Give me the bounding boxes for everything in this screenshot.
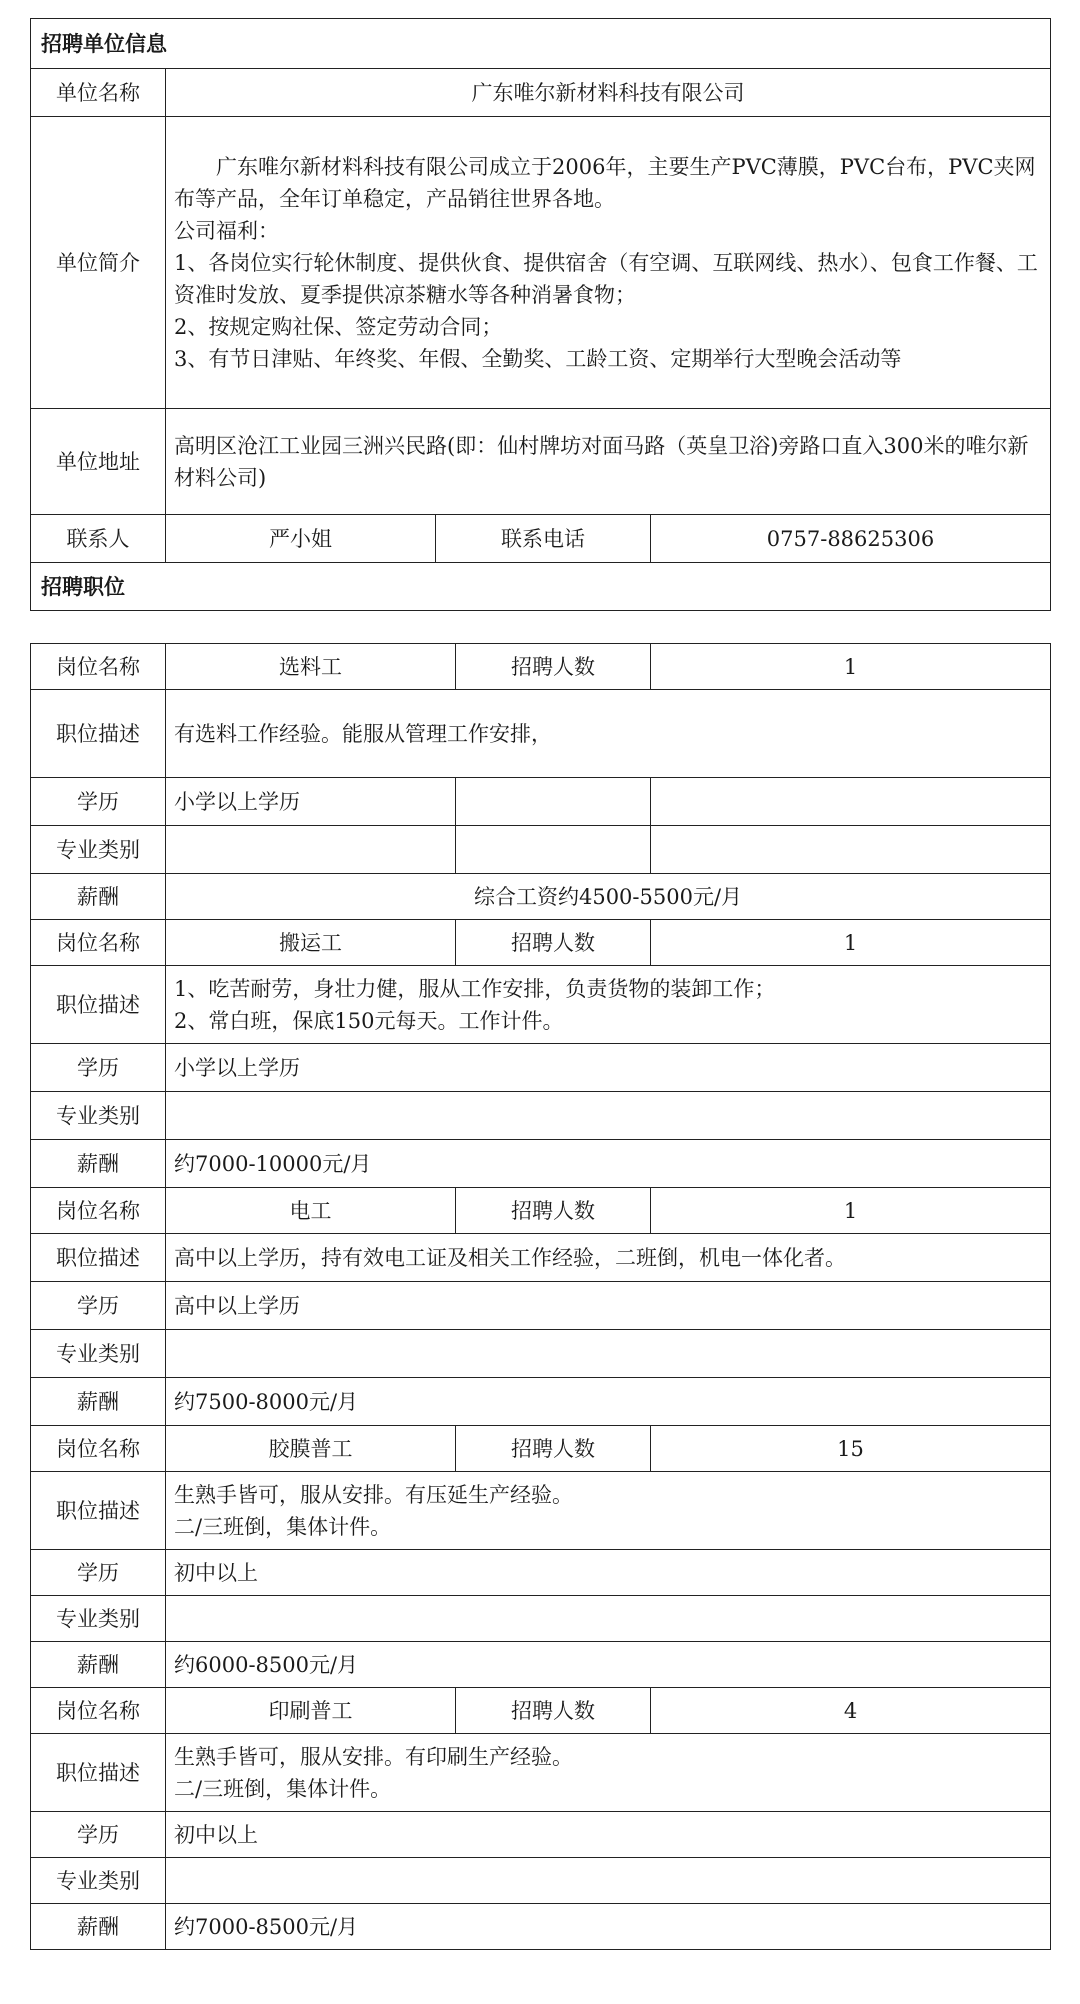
job-title: 印刷普工 xyxy=(166,1688,456,1734)
company-name-label: 单位名称 xyxy=(31,69,166,117)
job-salary: 约7500-8000元/月 xyxy=(166,1378,1051,1426)
position-label: 岗位名称 xyxy=(31,1426,166,1472)
desc-label: 职位描述 xyxy=(31,1234,166,1282)
major-label: 专业类别 xyxy=(31,1092,166,1140)
desc-label: 职位描述 xyxy=(31,1734,166,1812)
job-desc: 有选料工作经验。能服从管理工作安排， xyxy=(166,690,1051,778)
edu-label: 学历 xyxy=(31,1044,166,1092)
job-desc: 1、吃苦耐劳，身壮力健，服从工作安排，负责货物的装卸工作； 2、常白班，保底150元每天。工作计件。 xyxy=(166,966,1051,1044)
desc-label: 职位描述 xyxy=(31,1472,166,1550)
contact-label: 联系人 xyxy=(31,515,166,563)
job-desc: 生熟手皆可，服从安排。有压延生产经验。 二/三班倒，集体计件。 xyxy=(166,1472,1051,1550)
salary-label: 薪酬 xyxy=(31,1904,166,1950)
job-edu: 初中以上 xyxy=(166,1550,1051,1596)
position-label: 岗位名称 xyxy=(31,920,166,966)
job-title: 选料工 xyxy=(166,644,456,690)
company-name: 广东唯尔新材料科技有限公司 xyxy=(166,69,1051,117)
salary-label: 薪酬 xyxy=(31,1642,166,1688)
position-label: 岗位名称 xyxy=(31,1188,166,1234)
empty-cell xyxy=(456,826,651,874)
count-label: 招聘人数 xyxy=(456,1188,651,1234)
job-edu: 高中以上学历 xyxy=(166,1282,1051,1330)
count-label: 招聘人数 xyxy=(456,1426,651,1472)
positions-table xyxy=(30,643,1051,1950)
job-title: 电工 xyxy=(166,1188,456,1234)
empty-cell xyxy=(651,826,1051,874)
empty-cell xyxy=(456,778,651,826)
count-label: 招聘人数 xyxy=(456,1688,651,1734)
desc-label: 职位描述 xyxy=(31,966,166,1044)
company-benefits: 公司福利： 1、各岗位实行轮休制度、提供伙食、提供宿舍（有空调、互联网线、热水）、包食工作餐、工资准时发放、夏季提供凉茶糖水等各种消暑食物； 2、按规定购社保、签定劳动合同； 3、有节日津贴、年终奖、年假、全勤奖、工龄工资、定期举行大型晚会活动等 xyxy=(174,218,1038,371)
job-salary: 约7000-8500元/月 xyxy=(166,1904,1051,1950)
job-count: 15 xyxy=(651,1426,1051,1472)
company-section-title: 招聘单位信息 xyxy=(31,19,1051,69)
job-title: 胶膜普工 xyxy=(166,1426,456,1472)
count-label: 招聘人数 xyxy=(456,644,651,690)
job-count: 1 xyxy=(651,1188,1051,1234)
job-edu: 小学以上学历 xyxy=(166,778,456,826)
company-address: 高明区沧江工业园三洲兴民路(即：仙村牌坊对面马路（英皇卫浴)旁路口直入300米的唯尔新材料公司) xyxy=(166,409,1051,515)
job-title: 搬运工 xyxy=(166,920,456,966)
edu-label: 学历 xyxy=(31,1812,166,1858)
company-intro-label: 单位简介 xyxy=(31,117,166,409)
company-info-table xyxy=(30,18,1051,611)
job-salary: 约7000-10000元/月 xyxy=(166,1140,1051,1188)
count-label: 招聘人数 xyxy=(456,920,651,966)
major-label: 专业类别 xyxy=(31,1596,166,1642)
company-intro-lead: 广东唯尔新材料科技有限公司成立于2006年，主要生产PVC薄膜，PVC台布，PVC夹网布等产品，全年订单稳定，产品销往世界各地。 xyxy=(174,154,1036,211)
job-count: 4 xyxy=(651,1688,1051,1734)
salary-label: 薪酬 xyxy=(31,1378,166,1426)
job-major xyxy=(166,1596,1051,1642)
position-label: 岗位名称 xyxy=(31,644,166,690)
job-count: 1 xyxy=(651,920,1051,966)
job-major xyxy=(166,1858,1051,1904)
job-major xyxy=(166,1330,1051,1378)
job-major xyxy=(166,1092,1051,1140)
major-label: 专业类别 xyxy=(31,1858,166,1904)
edu-label: 学历 xyxy=(31,1282,166,1330)
job-salary: 约6000-8500元/月 xyxy=(166,1642,1051,1688)
edu-label: 学历 xyxy=(31,778,166,826)
job-edu: 初中以上 xyxy=(166,1812,1051,1858)
salary-label: 薪酬 xyxy=(31,1140,166,1188)
major-label: 专业类别 xyxy=(31,826,166,874)
phone-label: 联系电话 xyxy=(436,515,651,563)
company-address-label: 单位地址 xyxy=(31,409,166,515)
company-intro xyxy=(166,117,1051,409)
desc-label: 职位描述 xyxy=(31,690,166,778)
edu-label: 学历 xyxy=(31,1550,166,1596)
job-row-title xyxy=(31,644,1051,690)
salary-label: 薪酬 xyxy=(31,874,166,920)
major-label: 专业类别 xyxy=(31,1330,166,1378)
job-edu: 小学以上学历 xyxy=(166,1044,1051,1092)
positions-section-title: 招聘职位 xyxy=(31,563,1051,611)
job-major xyxy=(166,826,456,874)
phone-number: 0757-88625306 xyxy=(651,515,1051,563)
job-desc: 高中以上学历，持有效电工证及相关工作经验，二班倒，机电一体化者。 xyxy=(166,1234,1051,1282)
job-salary: 综合工资约4500-5500元/月 xyxy=(166,874,1051,920)
position-label: 岗位名称 xyxy=(31,1688,166,1734)
job-count: 1 xyxy=(651,644,1051,690)
job-desc: 生熟手皆可，服从安排。有印刷生产经验。 二/三班倒，集体计件。 xyxy=(166,1734,1051,1812)
empty-cell xyxy=(651,778,1051,826)
contact-name: 严小姐 xyxy=(166,515,436,563)
